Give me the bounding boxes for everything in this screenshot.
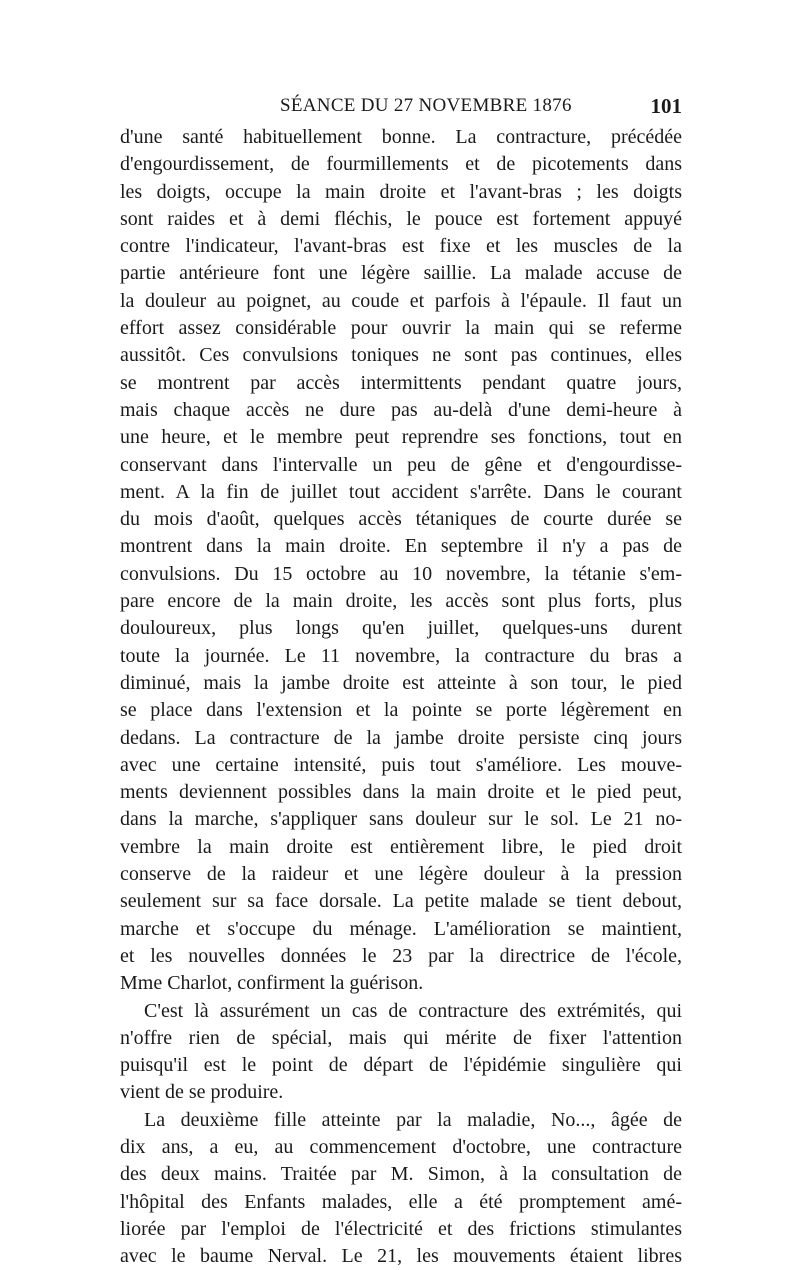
text-line: et les nouvelles données le 23 par la directrice de l'école, bbox=[120, 944, 682, 967]
text-line: puisqu'il est le point de départ de l'épidémie singulière qui bbox=[120, 1054, 682, 1077]
text-line: contre l'indicateur, l'avant-bras est fixe et les muscles de la bbox=[120, 235, 682, 258]
text-line: conserve de la raideur et une légère douleur à la pression bbox=[120, 863, 682, 886]
text-line: sont raides et à demi fléchis, le pouce est fortement appuyé bbox=[120, 207, 682, 230]
text-line: se montrent par accès intermittents pendant quatre jours, bbox=[120, 371, 682, 394]
text-line: Mme Charlot, confirment la guérison. bbox=[120, 972, 424, 995]
text-line: douloureux, plus longs qu'en juillet, quelques-uns durent bbox=[120, 617, 682, 640]
text-line: dix ans, a eu, au commencement d'octobre, une contracture bbox=[120, 1135, 682, 1158]
text-line: dedans. La contracture de la jambe droite persiste cinq jours bbox=[120, 726, 682, 749]
text-line: convulsions. Du 15 octobre au 10 novembre, la tétanie s'em- bbox=[120, 562, 682, 585]
text-line: marche et s'occupe du ménage. L'amélioration se maintient, bbox=[120, 917, 682, 940]
text-line: partie antérieure font une légère saillie. La malade accuse de bbox=[120, 262, 682, 285]
text-line: toute la journée. Le 11 novembre, la contracture du bras a bbox=[120, 644, 682, 667]
text-line: l'hôpital des Enfants malades, elle a été promptement amé- bbox=[120, 1190, 682, 1213]
text-line: seulement sur sa face dorsale. La petite malade se tient debout, bbox=[120, 890, 682, 913]
text-line: des deux mains. Traitée par M. Simon, à la consultation de bbox=[120, 1163, 682, 1186]
text-line: diminué, mais la jambe droite est atteinte à son tour, le pied bbox=[120, 671, 682, 694]
text-line: vembre la main droite est entièrement libre, le pied droit bbox=[120, 835, 682, 858]
text-line: effort assez considérable pour ouvrir la main qui se referme bbox=[120, 317, 682, 340]
text-line: les doigts, occupe la main droite et l'avant-bras ; les doigts bbox=[120, 180, 682, 203]
header-title: SÉANCE DU 27 NOVEMBRE 1876 bbox=[280, 95, 572, 116]
text-line: une heure, et le membre peut reprendre ses fonctions, tout en bbox=[120, 426, 682, 449]
text-line: mais chaque accès ne dure pas au-delà d'une demi-heure à bbox=[120, 398, 682, 421]
text-line: aussitôt. Ces convulsions toniques ne sont pas continues, elles bbox=[120, 344, 682, 367]
text-line: La deuxième fille atteinte par la maladie, No..., âgée de bbox=[144, 1108, 682, 1131]
text-line: liorée par l'emploi de l'électricité et des frictions stimulantes bbox=[120, 1217, 682, 1240]
text-line: ment. A la fin de juillet tout accident s'arrête. Dans le courant bbox=[120, 480, 682, 503]
text-line: se place dans l'extension et la pointe se porte légèrement en bbox=[120, 699, 682, 722]
text-line: avec le baume Nerval. Le 21, les mouvements étaient libres bbox=[120, 1245, 682, 1268]
text-line: conservant dans l'intervalle un peu de gêne et d'engourdisse- bbox=[120, 453, 682, 476]
text-line: d'une santé habituellement bonne. La contracture, précédée bbox=[120, 126, 682, 148]
text-line: C'est là assurément un cas de contracture des extrémités, qui bbox=[144, 999, 682, 1022]
text-line: avec une certaine intensité, puis tout s'améliore. Les mouve- bbox=[120, 753, 682, 776]
text-line: d'engourdissement, de fourmillements et de picotements dans bbox=[120, 153, 682, 176]
text-line: dans la marche, s'appliquer sans douleur sur le sol. Le 21 no- bbox=[120, 808, 682, 831]
text-line: vient de se produire. bbox=[120, 1081, 284, 1104]
text-line: la douleur au poignet, au coude et parfois à l'épaule. Il faut un bbox=[120, 289, 682, 312]
running-header bbox=[120, 92, 682, 120]
text-line: ments deviennent possibles dans la main droite et le pied peut, bbox=[120, 781, 682, 804]
body-text bbox=[120, 124, 682, 1270]
text-line: n'offre rien de spécial, mais qui mérite de fixer l'attention bbox=[120, 1026, 682, 1049]
page-number: 101 bbox=[650, 94, 682, 118]
text-line: du mois d'août, quelques accès tétaniques de courte durée se bbox=[120, 508, 682, 531]
text-line: montrent dans la main droite. En septembre il n'y a pas de bbox=[120, 535, 682, 558]
text-line: pare encore de la main droite, les accès sont plus forts, plus bbox=[120, 590, 682, 613]
